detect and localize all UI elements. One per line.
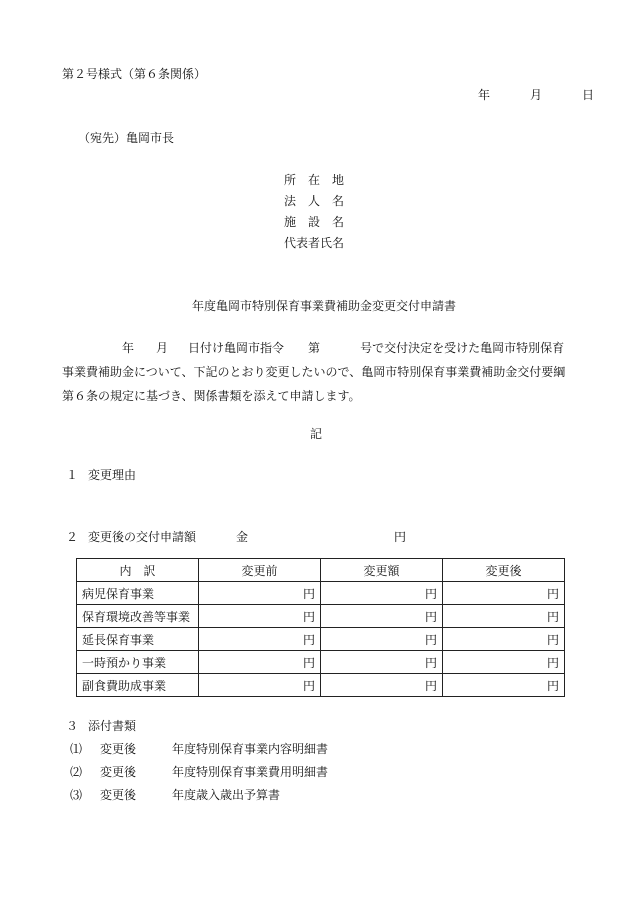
budget-table (76, 558, 565, 697)
attachment-doc: 年度特別保育事業費用明細書 (172, 765, 329, 779)
field-location: 所 在 地 (284, 173, 345, 187)
section-3 (66, 718, 136, 734)
body-rest: 号で交付決定を受けた亀岡市特別保育事業費補助金について、下記のとおり変更したいので、亀岡市特別保育事業費補助金交付要綱第６条の規定に基づき、関係書類を添えて申請します。 (62, 341, 566, 403)
row-before: 円 (199, 651, 321, 674)
field-facility: 施 設 名 (284, 215, 345, 229)
date-year: 年 (478, 88, 491, 102)
table-row (77, 582, 565, 605)
row-before: 円 (199, 582, 321, 605)
section-2-label: 変更後の交付申請額 (88, 530, 197, 544)
section-2-number: ２ (66, 530, 79, 544)
row-change: 円 (321, 582, 443, 605)
row-item: 病児保育事業 (77, 582, 199, 605)
row-change: 円 (321, 628, 443, 651)
header-breakdown: 内 訳 (77, 559, 199, 582)
table-row (77, 628, 565, 651)
attachment-prefix: 変更後 (100, 765, 137, 779)
attachment-number: ⑵ (70, 765, 83, 779)
field-corporation: 法 人 名 (284, 194, 345, 208)
row-before: 円 (199, 628, 321, 651)
header-before: 変更前 (199, 559, 321, 582)
row-change: 円 (321, 674, 443, 697)
body-year: 年 (122, 341, 135, 355)
attachment-item (70, 741, 328, 757)
row-after: 円 (443, 582, 565, 605)
form-number: 第２号様式（第６条関係） (62, 67, 207, 81)
table-row (77, 605, 565, 628)
date-line (478, 87, 594, 103)
row-after: 円 (443, 605, 565, 628)
row-item: 副食費助成事業 (77, 674, 199, 697)
table-row (77, 674, 565, 697)
row-before: 円 (199, 674, 321, 697)
field-representative: 代表者氏名 (284, 236, 345, 250)
attachment-prefix: 変更後 (100, 742, 137, 756)
amount-yen: 円 (394, 530, 407, 544)
row-item: 延長保育事業 (77, 628, 199, 651)
attachment-number: ⑴ (70, 742, 83, 756)
row-change: 円 (321, 651, 443, 674)
row-after: 円 (443, 628, 565, 651)
row-after: 円 (443, 651, 565, 674)
header-after: 変更後 (443, 559, 565, 582)
table-row (77, 651, 565, 674)
addressee: （宛先）亀岡市長 (78, 131, 175, 145)
attachment-item (70, 787, 280, 803)
attachment-item (70, 764, 328, 780)
body-paragraph (62, 336, 572, 408)
attachment-number: ⑶ (70, 788, 83, 802)
attachment-doc: 年度特別保育事業内容明細書 (172, 742, 329, 756)
date-month: 月 (530, 88, 543, 102)
section-1 (66, 467, 136, 483)
document-title: 年度亀岡市特別保育事業費補助金変更交付申請書 (192, 299, 457, 313)
header-change: 変更額 (321, 559, 443, 582)
row-item: 一時預かり事業 (77, 651, 199, 674)
section-2 (66, 529, 196, 545)
table-header-row (77, 559, 565, 582)
body-month: 月 (156, 341, 169, 355)
section-1-number: １ (66, 468, 79, 482)
ki-marker: 記 (310, 427, 323, 441)
body-dated: 日付け亀岡市指令 (188, 341, 285, 355)
section-1-label: 変更理由 (88, 468, 137, 482)
body-dai: 第 (308, 341, 321, 355)
date-day: 日 (582, 88, 595, 102)
row-change: 円 (321, 605, 443, 628)
row-before: 円 (199, 605, 321, 628)
amount-kin: 金 (236, 530, 249, 544)
attachment-prefix: 変更後 (100, 788, 137, 802)
row-item: 保育環境改善等事業 (77, 605, 199, 628)
section-3-label: 添付書類 (88, 719, 137, 733)
row-after: 円 (443, 674, 565, 697)
section-3-number: ３ (66, 719, 79, 733)
attachment-doc: 年度歳入歳出予算書 (172, 788, 281, 802)
